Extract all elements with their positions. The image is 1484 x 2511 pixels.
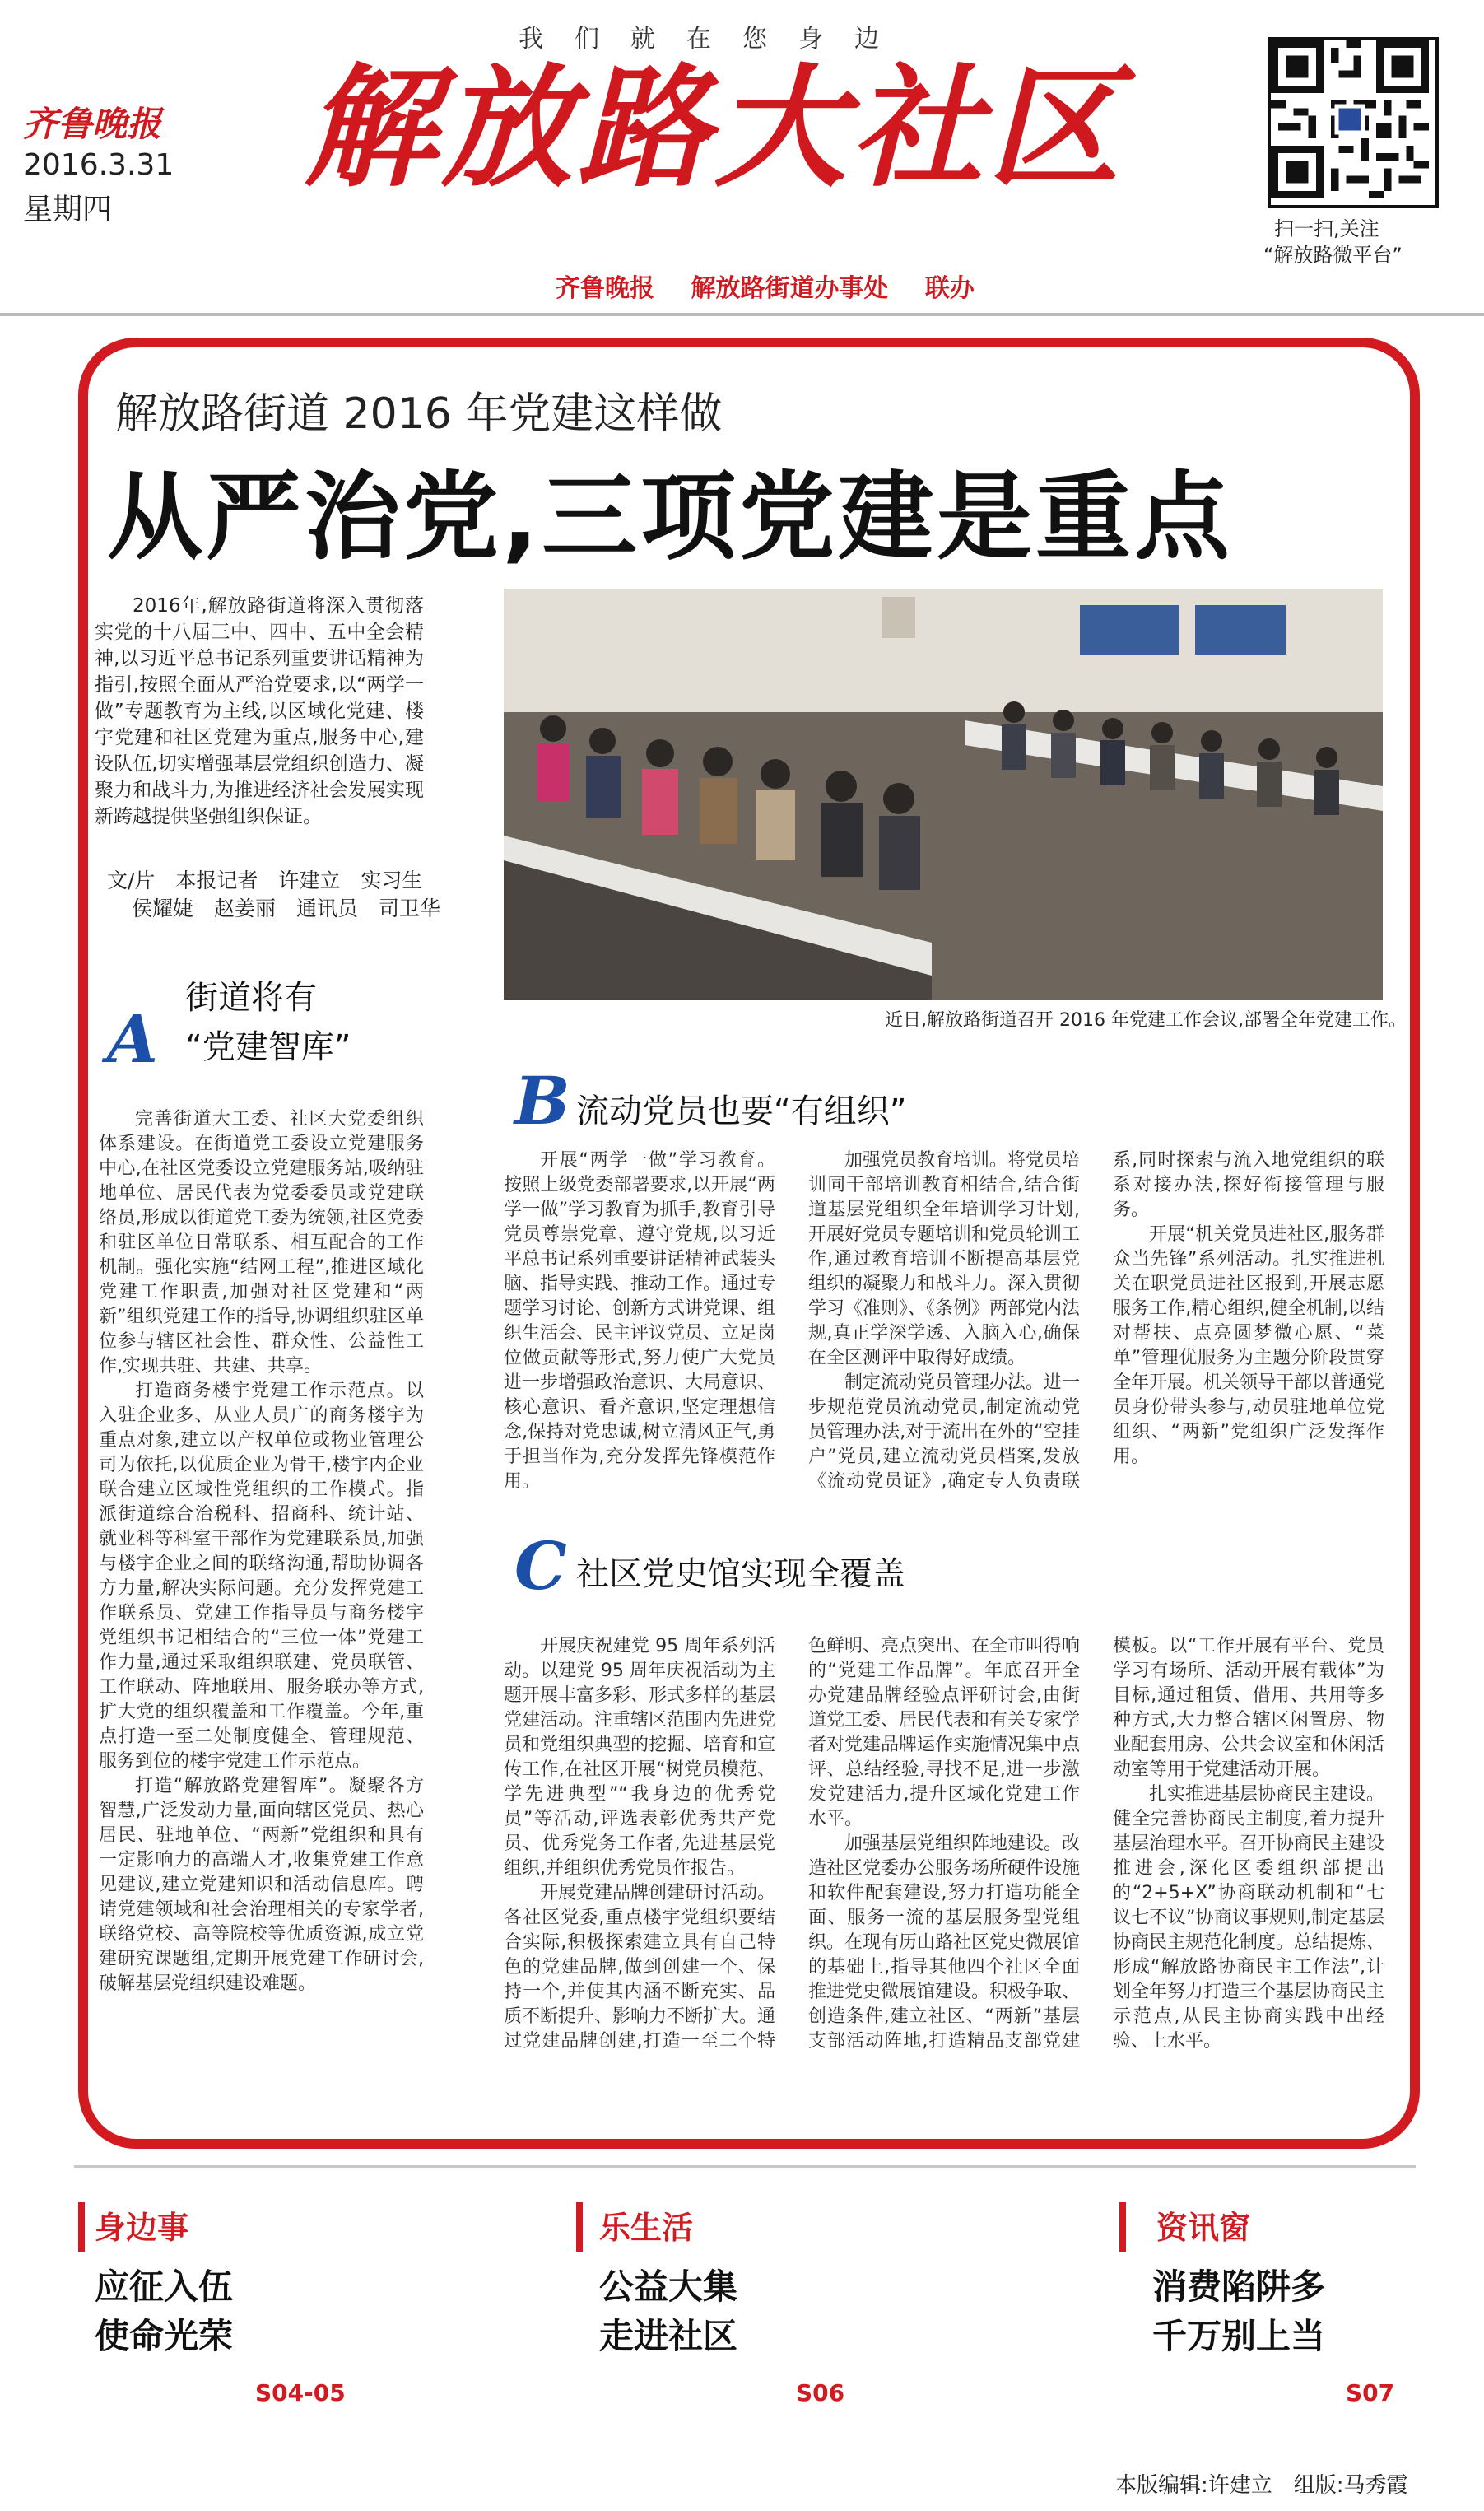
section-a-paragraph: 打造商务楼宇党建工作示范点。以入驻企业多、从业人员广的商务楼宇为重点对象,建立以产权单位或物业管理公司为依托,以优质企业为骨干,楼宇内企业联合建立区域性党组织的工作模式。指派街道综合治税科、招商科、统计站、就业科等科室干部作为党建联系员,加强与楼宇企业之间的联络沟通,帮助协调各方力量,解决实际问题。充分发挥党建工作联系员、党建工作指导员与商务楼宇党组织书记相结合的“三位一体”党建工作力量,通过采取组织联建、党员联管、工作联动、阵地联用、服务联办等方式,扩大党的组织覆盖和工作覆盖。今年,重点打造一至二处制度健全、管理规范、服务到位的楼宇党建工作示范点。 <box>99 1381 424 1772</box>
teaser-3-category[interactable]: 资讯窗 <box>1156 2210 1251 2246</box>
meeting-photo <box>504 589 1383 1000</box>
section-c-body <box>504 1634 1384 2083</box>
section-b-paragraph: 加强党员教育培训。将党员培训同干部培训教育相结合,结合街道基层党组织全年培训学习计划,开展好党员专题培训和党员轮训工作,通过教育培训不断提高基层党组织的凝聚力和战斗力。深入贯彻学习《准则》、《条例》两部党内法规,真正学深学透、入脑入心,确保在全区测评中取得好成绩。 <box>808 1150 1081 1368</box>
section-b-paragraph: 制定流动党员管理办法。进一步规范党员流动党员,制定流动党员管理办法,对于流出在外的“空挂户”党员,建立流动党员档案,发放《流动党员证》,确定专人负责联系,同时探索与流入地党组织的联系对接办法,探好衔接管理与服务。 <box>808 1150 1384 1492</box>
masthead-slogan: 我们就在您身边 <box>519 25 910 54</box>
teaser-2-page-ref[interactable]: S06 <box>796 2379 845 2406</box>
co-organizers <box>556 268 1003 304</box>
article-headline: 从严治党,三项党建是重点 <box>107 462 1234 573</box>
qr-caption-scan: 扫一扫,关注 <box>1274 217 1379 240</box>
section-b-letter: B <box>514 1062 570 1139</box>
section-divider <box>74 2165 1416 2168</box>
qr-caption-platform: “解放路微平台” <box>1263 244 1403 267</box>
co-organizer-1: 齐鲁晚报 <box>556 274 654 303</box>
teaser-1-page-ref[interactable]: S04-05 <box>255 2379 346 2406</box>
teaser-1-headline-2[interactable]: 使命光荣 <box>95 2316 234 2356</box>
teaser-2-accent <box>576 2202 583 2252</box>
teaser-3-accent <box>1119 2202 1126 2252</box>
teaser-1-category[interactable]: 身边事 <box>95 2210 189 2246</box>
section-c-paragraph: 开展党建品牌创建研讨活动。各社区党委,重点楼宇党组织要结合实际,积极探索建立具有自己特色的党建品牌,做到创建一个、保持一个,并使其内涵不断充实、品质不断提升、影响力不断扩大。通过党建品牌创建,打造一至二个特色鲜明、亮点突出、在全市叫得响的“党建工作品牌”。年底召开全办党建品牌经验点评研讨会,由街道党工委、居民代表和有关专家学者对党建品牌运作实施情况集中点评、总结经验,寻找不足,进一步激发党建活力,提升区域化党建工作水平。 <box>504 1636 1081 2052</box>
section-c-paragraph: 扎实推进基层协商民主建设。健全完善协商民主制度,着力提升基层治理水平。召开协商民主建设推进会,深化区委组织部提出的“2+5+X”协商联动机制和“七议七不议”协商议事规则,制定基层协商民主规范化制度。总结提炼、形成“解放路协商民主工作法”,计划全年努力打造三个基层协商民主示范点,从民主协商实践中出经验、上水平。 <box>1113 1784 1385 2052</box>
section-b-title: 流动党员也要“有组织” <box>576 1092 907 1130</box>
section-c-paragraph: 加强基层党组织阵地建设。改造社区党委办公服务场所硬件设施和软件配套建设,努力打造功能全面、服务一流的基层服务型党组织。在现有历山路社区党史微展馆的基础上,指导其他四个社区全面推进党史微展馆建设。积极争取、创造条件,建立社区、“两新”基层支部活动阵地,打造精品支部党建模板。以“工作开展有平台、党员学习有场所、活动开展有载体”为目标,通过租赁、借用、共用等多种方式,大力整合辖区闲置房、物业配套用房、公共会议室和休闲活动室等用于党建活动开展。 <box>808 1636 1385 2052</box>
teaser-3-headline-1[interactable]: 消费陷阱多 <box>1152 2266 1326 2307</box>
publication-date: 2016.3.31 <box>23 148 174 182</box>
co-organizer-3: 联办 <box>924 274 975 303</box>
teaser-3-page-ref[interactable]: S07 <box>1346 2379 1395 2406</box>
section-b-body <box>504 1148 1384 1511</box>
page-credits: 本版编辑:许建立 组版:马秀霞 <box>1115 2473 1408 2498</box>
masthead-divider <box>0 313 1484 316</box>
teaser-1-headline-1[interactable]: 应征入伍 <box>95 2266 234 2307</box>
article-lead: 2016年,解放路街道将深入贯彻落实党的十八届三中、四中、五中全会精神,以习近平总书记系列重要讲话精神为指引,按照全面从严治党要求,以“两学一做”专题教育为主线,以区域化党建、楼宇党建和社区党建为重点,服务中心,建设队伍,切实增强基层党组织创造力、凝聚力和战斗力,为推进经济社会发展实现新跨越提供坚强组织保证。 <box>95 595 424 827</box>
section-c-letter: C <box>514 1527 567 1605</box>
teaser-1-accent <box>78 2202 85 2252</box>
section-c-title: 社区党史馆实现全覆盖 <box>576 1555 905 1593</box>
co-organizer-2: 解放路街道办事处 <box>691 274 889 303</box>
article-kicker: 解放路街道 2016 年党建这样做 <box>115 389 723 439</box>
photo-caption: 近日,解放路街道召开 2016 年党建工作会议,部署全年党建工作。 <box>885 1010 1407 1031</box>
section-a-paragraph: 打造“解放路党建智库”。凝聚各方智慧,广泛发动力量,面向辖区党员、热心居民、驻地单位、“两新”党组织和具有一定影响力的高端人才,收集党建工作意见建议,建立党建知识和活动信息库。聘请党建领域和社会治理相关的专家学者,联络党校、高等院校等优质资源,成立党建研究课题组,定期开展党建工作研讨会,破解基层党组织建设难题。 <box>99 1776 424 1994</box>
article-byline: 文/片 本报记者 许建立 实习生 <box>107 869 423 892</box>
section-b-paragraph: 开展“两学一做”学习教育。按照上级党委部署要求,以开展“两学一做”学习教育为抓手,教育引导党员尊崇党章、遵守党规,以习近平总书记系列重要讲话精神武装头脑、指导实践、推动工作。通过专题学习讨论、创新方式讲党课、组织生活会、民主评议党员、立足岗位做贡献等形式,努力使广大党员进一步增强政治意识、大局意识、核心意识、看齐意识,坚定理想信念,保持对党忠诚,树立清风正气,勇于担当作为,充分发挥先锋模范作用。 <box>504 1150 776 1492</box>
paper-name-logo: 齐鲁晚报 <box>23 104 162 144</box>
teaser-2-category[interactable]: 乐生活 <box>599 2210 694 2246</box>
publication-weekday: 星期四 <box>23 193 113 226</box>
section-c-paragraph: 开展庆祝建党 95 周年系列活动。以建党 95 周年庆祝活动为主题开展丰富多彩、形式多样的基层党建活动。注重辖区范围内先进党员和党组织典型的挖掘、培育和宣传工作,在社区开展“树党员模范、学先进典型”“我身边的优秀党员”等活动,评选表彰优秀共产党员、优秀党务工作者,先进基层党组织,并组织优秀党员作报告。 <box>504 1636 776 1879</box>
article-byline-names: 侯耀婕 赵姜丽 通讯员 司卫华 <box>132 897 441 920</box>
teaser-2-headline-1[interactable]: 公益大集 <box>599 2266 738 2307</box>
section-a-body <box>99 1107 424 1996</box>
section-a-title-line1: 街道将有 <box>185 979 317 1017</box>
qr-code-icon[interactable] <box>1268 37 1439 208</box>
teaser-3-headline-2[interactable]: 千万别上当 <box>1152 2316 1326 2356</box>
masthead-title: 解放路大社区 <box>305 50 1125 205</box>
section-a-letter: A <box>107 1000 159 1078</box>
section-a-paragraph: 完善街道大工委、社区大党委组织体系建设。在街道党工委设立党建服务中心,在社区党委设立党建服务站,吸纳驻地单位、居民代表为党委委员或党建联络员,形成以街道党工委为统领,社区党委和驻区单位日常联系、相互配合的工作机制。强化实施“结网工程”,推进区域化党建工作职责,加强对社区党建和“两新”组织党建工作的指导,协调组织驻区单位参与辖区社会性、群众性、公益性工作,实现共驻、共建、共享。 <box>99 1109 424 1377</box>
section-b-paragraph: 开展“机关党员进社区,服务群众当先锋”系列活动。扎实推进机关在职党员进社区报到,开展志愿服务工作,精心组织,健全机制,以结对帮扶、点亮圆梦微心愿、“菜单”管理优服务为主题分阶段贯穿全年开展。机关领导干部以普通党员身份带头参与,动员驻地单位党组织、“两新”党组织广泛发挥作用。 <box>1113 1224 1385 1467</box>
teaser-2-headline-2[interactable]: 走进社区 <box>599 2316 738 2356</box>
section-a-title-line2: “党建智库” <box>185 1028 351 1066</box>
